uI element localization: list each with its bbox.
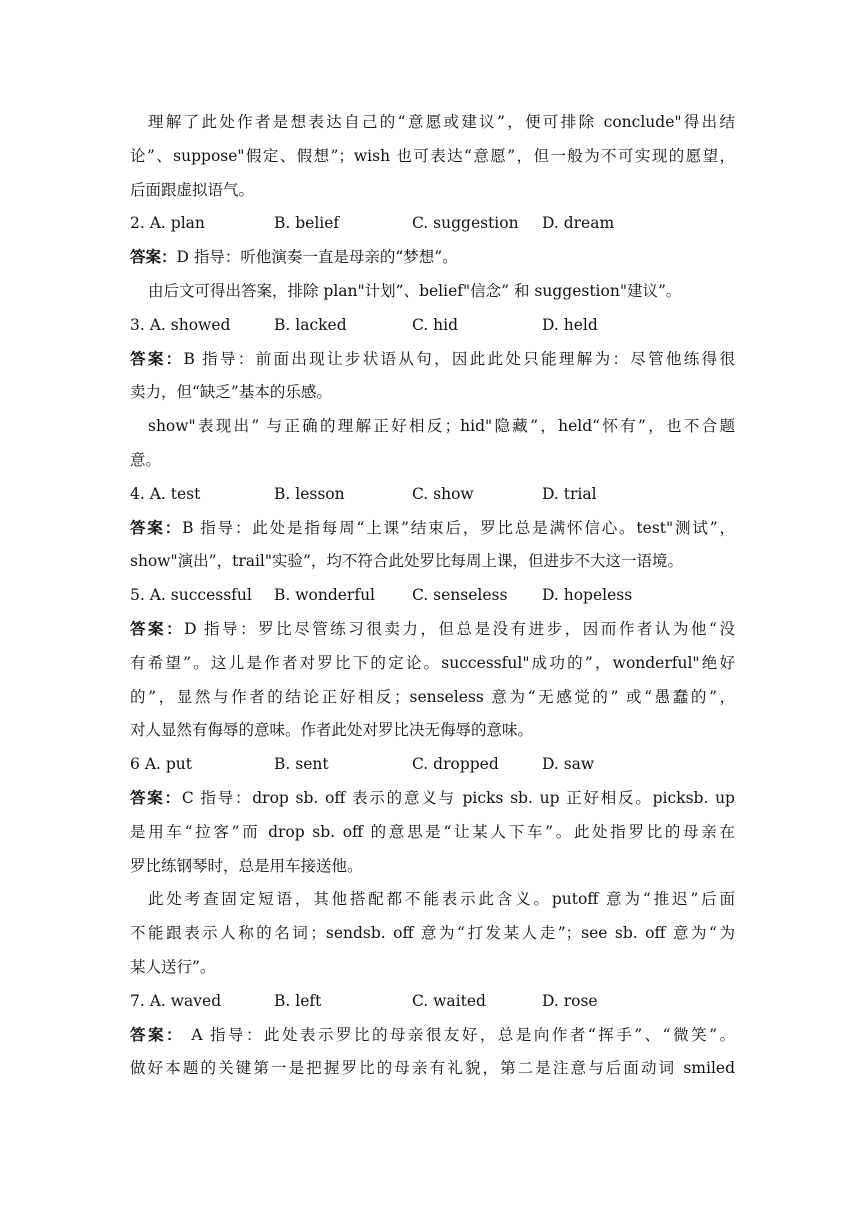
question-block: [130, 207, 735, 308]
answer-line: 答案：B 指导：此处是指每周“上课”结束后，罗比总是满怀信心。test"测试”，: [130, 518, 735, 537]
answer-label: 答案：: [130, 1025, 184, 1044]
note-line: 意。: [130, 450, 162, 469]
question-block: [130, 478, 735, 579]
answer-line: show"演出”，trail"实验”，均不符合此处罗比每周上课，但进步不大这一语境。: [130, 552, 683, 571]
option-b: B. lacked: [274, 315, 347, 334]
answer-line: 答案：D 指导：罗比尽管练习很卖力，但总是没有进步，因而作者认为他“没: [130, 619, 735, 638]
option-a: 4. A. test: [130, 484, 201, 503]
option-b: B. wonderful: [274, 586, 376, 605]
question-number: 6: [130, 755, 140, 774]
option-d: D. saw: [542, 755, 595, 774]
option-a: 5. A. successful: [130, 586, 252, 605]
text-line: 理解了此处作者是想表达自己的“意愿或建议”，便可排除 conclude"得出结: [148, 113, 735, 131]
note-line: 某人送行”。: [130, 957, 216, 976]
question-block: [130, 579, 735, 748]
option-c: C. show: [412, 484, 474, 503]
note-line: 由后文可得出答案，排除 plan"计划”、belief"信念” 和 suggestion"建议”。: [148, 281, 682, 300]
answer-label: 答案：: [130, 248, 177, 267]
answer-line: 罗比练钢琴时，总是用车接送他。: [130, 856, 363, 875]
options-row: [130, 985, 735, 1019]
answer-line: 是用车“拉客”而 drop sb. off 的意思是“让某人下车”。此处指罗比的母亲在: [130, 822, 735, 841]
option-d: D. hopeless: [542, 586, 633, 605]
answer-label: 答案：: [130, 619, 185, 638]
answer-line: 有希望”。这儿是作者对罗比下的定论。successful"成功的”，wonderful"绝好: [130, 653, 735, 672]
question-block: [130, 309, 735, 478]
option-b: B. lesson: [274, 484, 345, 503]
option-a: 3. A. showed: [130, 315, 231, 334]
option-d: D. held: [542, 315, 598, 334]
option-c: C. dropped: [412, 755, 499, 774]
options-row: [130, 478, 735, 512]
answer-line: 卖力，但“缺乏”基本的乐感。: [130, 383, 332, 402]
option-b: B. left: [274, 991, 322, 1010]
option-a: 7. A. waved: [130, 991, 222, 1010]
option-d: D. dream: [542, 214, 615, 233]
option-b: B. belief: [274, 214, 340, 233]
text-line: 后面跟虚拟语气。: [130, 180, 255, 199]
question-block: [130, 985, 735, 1086]
answer-label: 答案：: [130, 349, 184, 368]
question-block: [130, 748, 735, 985]
document-page: [130, 106, 735, 1086]
answer-line: 做好本题的关键第一是把握罗比的母亲有礼貌，第二是注意与后面动词 smiled: [130, 1059, 735, 1078]
question-number: 4.: [130, 484, 145, 503]
answer-line: 答案：C 指导：drop sb. off 表示的意义与 picks sb. up 正好相反。picksb. up: [130, 788, 735, 807]
answer-label: 答案：: [130, 788, 182, 807]
option-d: D. trial: [542, 484, 597, 503]
option-c: C. waited: [412, 991, 486, 1010]
option-a: 2. A. plan: [130, 214, 205, 233]
option-a: 6 A. put: [130, 755, 192, 774]
answer-line: 答案： A 指导：此处表示罗比的母亲很友好，总是向作者“挥手”、“微笑”。: [130, 1025, 735, 1044]
text-line: 论”、suppose"假定、假想”；wish 也可表达“意愿”，但一般为不可实现的愿望，: [130, 146, 735, 165]
options-row: [130, 748, 735, 782]
answer-line: 对人显然有侮辱的意味。作者此处对罗比决无侮辱的意味。: [130, 721, 534, 740]
answer-label: 答案：: [130, 518, 183, 537]
note-line: 此处考查固定短语，其他搭配都不能表示此含义。putoff 意为“推迟”后面: [148, 890, 735, 909]
question-number: 2.: [130, 214, 145, 233]
question-number: 7.: [130, 991, 145, 1010]
intro-paragraph: [130, 106, 735, 207]
options-row: [130, 309, 735, 343]
option-c: C. senseless: [412, 586, 508, 605]
note-line: 不能跟表示人称的名词；sendsb. off 意为“打发某人走”；see sb. off 意为“为: [130, 924, 735, 943]
option-c: C. hid: [412, 315, 459, 334]
answer-line: 答案：D 指导：听他演奏一直是母亲的“梦想”。: [130, 248, 458, 267]
options-row: [130, 579, 735, 613]
note-line: show"表现出” 与正确的理解正好相反；hid"隐藏”，held“怀有”，也不合题: [148, 417, 735, 436]
answer-line: 的”，显然与作者的结论正好相反；senseless 意为“无感觉的” 或“愚蠢的”，: [130, 687, 735, 706]
question-number: 3.: [130, 315, 145, 334]
option-b: B. sent: [274, 755, 329, 774]
option-d: D. rose: [542, 991, 598, 1010]
option-c: C. suggestion: [412, 214, 519, 233]
answer-line: 答案：B 指导：前面出现让步状语从句，因此此处只能理解为：尽管他练得很: [130, 349, 735, 368]
question-number: 5.: [130, 586, 145, 605]
options-row: [130, 207, 735, 241]
